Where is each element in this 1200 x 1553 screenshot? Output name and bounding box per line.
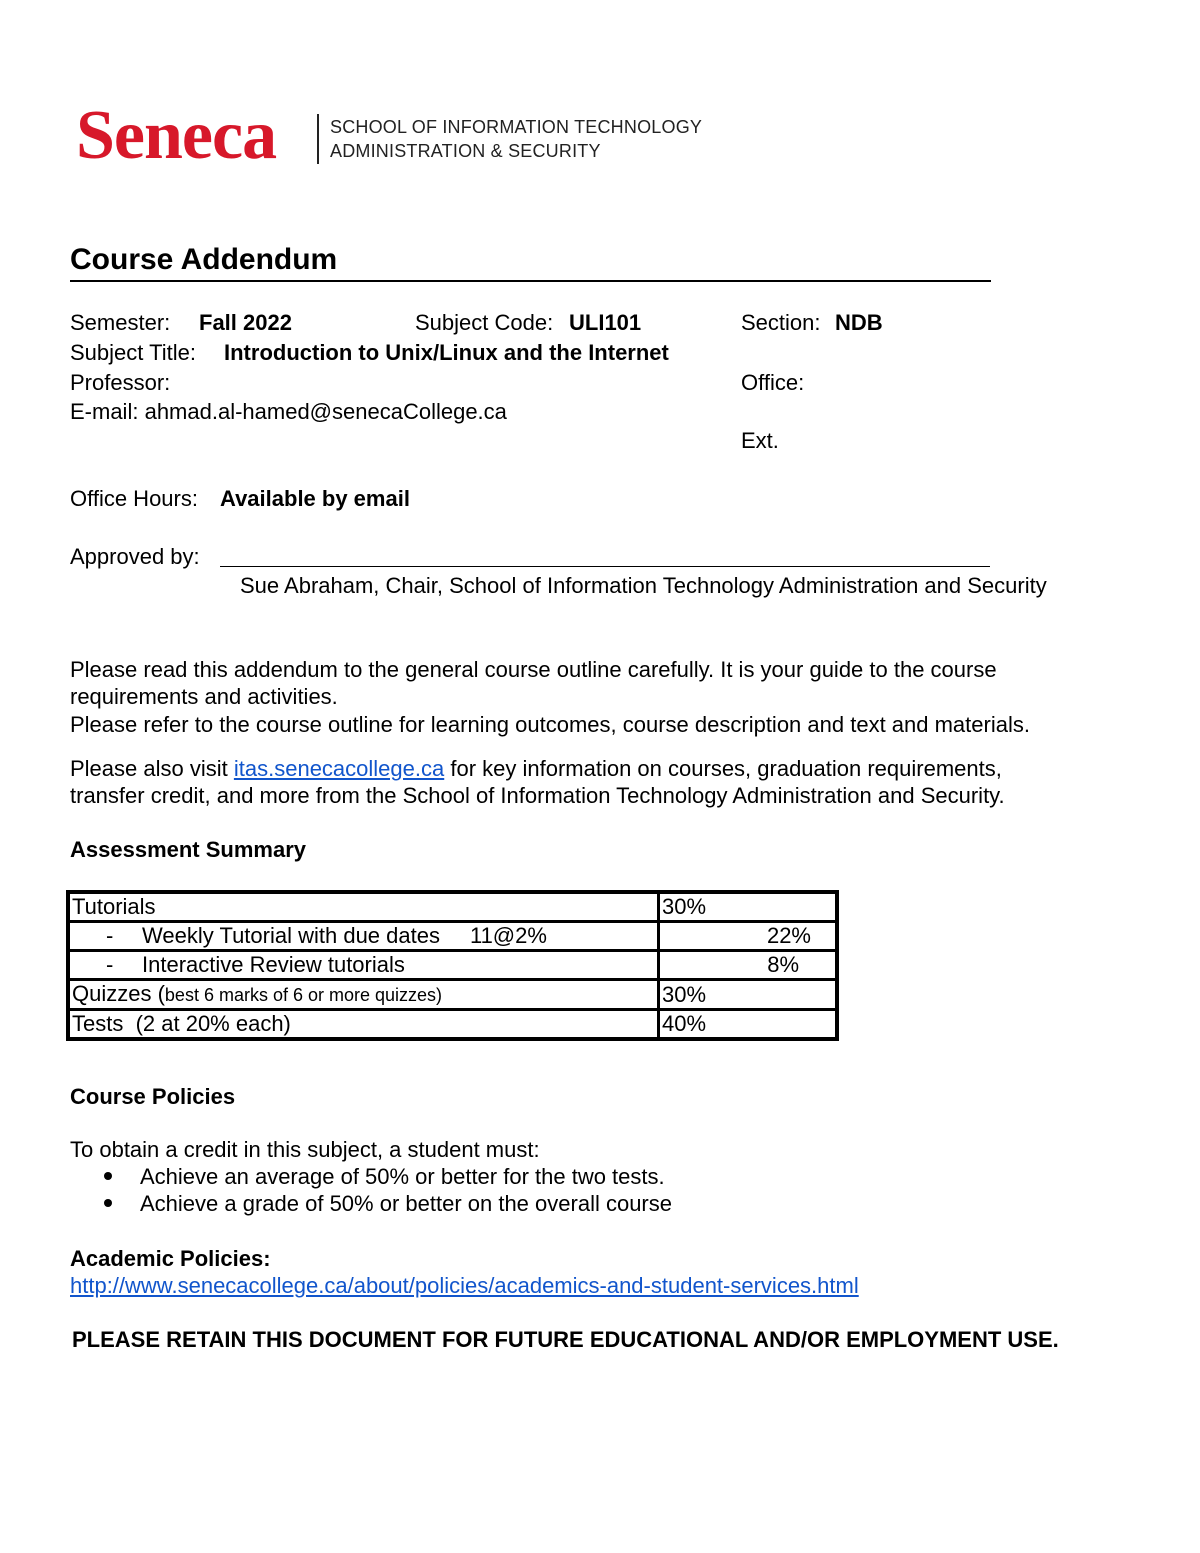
assessment-weight: 8% [659, 951, 838, 980]
subject-title-label: Subject Title: [70, 340, 196, 365]
subject-code-label: Subject Code: [415, 310, 554, 335]
assessment-weight: 22% [659, 922, 838, 951]
email-line [70, 399, 507, 425]
office-hours-value: Available by email [220, 486, 410, 511]
table-row [68, 922, 837, 951]
signature-line [220, 566, 990, 567]
email-label: E-mail: [70, 399, 139, 424]
logo-subtitle-line2: ADMINISTRATION & SECURITY [330, 141, 601, 161]
table-row [68, 892, 837, 922]
list-item-text: Achieve a grade of 50% or better on the overall course [140, 1191, 672, 1216]
assessment-table [66, 890, 839, 1041]
assessment-heading: Assessment Summary [70, 837, 307, 862]
visit-line-1 [70, 755, 1002, 782]
academic-policies-link[interactable]: http://www.senecacollege.ca/about/policies/academics-and-student-services.html [70, 1273, 859, 1298]
office-hours-label: Office Hours: [70, 486, 198, 511]
title-underline [70, 280, 991, 282]
list-item [104, 1191, 672, 1217]
semester-label: Semester: [70, 310, 171, 335]
table-row [68, 951, 837, 980]
dash-marker: - [106, 923, 114, 948]
assessment-item: Tutorials [68, 892, 659, 922]
table-row [68, 1010, 837, 1040]
list-item [104, 1164, 665, 1190]
assessment-item-detail: 11@2% [469, 923, 547, 948]
semester-value: Fall 2022 [199, 310, 292, 335]
subject-code-value: ULI101 [569, 310, 642, 335]
bullet-icon [104, 1199, 112, 1207]
bullet-icon [104, 1172, 112, 1180]
assessment-item-label: Weekly Tutorial with due dates [142, 923, 440, 948]
subject-title-value: Introduction to Unix/Linux and the Internet [224, 340, 669, 365]
assessment-item: Tests (2 at 20% each) [68, 1010, 659, 1040]
assessment-weight: 30% [659, 980, 838, 1010]
email-value[interactable]: ahmad.al-hamed@senecaCollege.ca [144, 399, 507, 424]
itas-link[interactable]: itas.senecacollege.ca [233, 756, 445, 781]
assessment-item-note: best 6 marks of 6 or more quizzes) [164, 985, 443, 1005]
list-item-text: Achieve an average of 50% or better for the two tests. [140, 1164, 665, 1189]
assessment-item [68, 951, 659, 980]
intro-line-2: requirements and activities. [70, 684, 338, 709]
assessment-item-label: Interactive Review tutorials [142, 952, 405, 977]
section-value: NDB [835, 310, 883, 335]
approver-name: Sue Abraham, Chair, School of Information Technology Administration and Security [240, 573, 1047, 598]
professor-label: Professor: [70, 370, 171, 395]
course-policies-heading: Course Policies [70, 1084, 236, 1109]
assessment-item [68, 980, 659, 1010]
assessment-weight: 40% [659, 1010, 838, 1040]
dash-marker: - [106, 952, 114, 977]
assessment-weight: 30% [659, 892, 838, 922]
assessment-item [68, 922, 659, 951]
logo-divider [317, 114, 319, 164]
office-label: Office: [741, 370, 805, 395]
page-title: Course Addendum [70, 243, 338, 276]
ext-label: Ext. [741, 428, 779, 453]
retain-notice: PLEASE RETAIN THIS DOCUMENT FOR FUTURE EDUCATIONAL AND/OR EMPLOYMENT USE. [72, 1327, 1059, 1352]
assessment-item-label: Quizzes ( [72, 981, 165, 1006]
approved-label: Approved by: [70, 544, 200, 569]
logo-subtitle-line1: SCHOOL OF INFORMATION TECHNOLOGY [330, 117, 703, 137]
visit-prefix: Please also visit [70, 756, 228, 781]
visit-suffix: for key information on courses, graduation requirements, [450, 756, 1002, 781]
seneca-logo: Seneca [76, 97, 277, 174]
section-label: Section: [741, 310, 821, 335]
visit-line-2: transfer credit, and more from the School of Information Technology Administration and Security. [70, 783, 1005, 808]
policies-intro: To obtain a credit in this subject, a student must: [70, 1137, 540, 1162]
intro-line-3: Please refer to the course outline for learning outcomes, course description and text and materials. [70, 712, 1030, 737]
academic-policies-heading: Academic Policies: [70, 1246, 271, 1271]
table-row [68, 980, 837, 1010]
intro-line-1: Please read this addendum to the general course outline carefully. It is your guide to the course [70, 657, 997, 682]
